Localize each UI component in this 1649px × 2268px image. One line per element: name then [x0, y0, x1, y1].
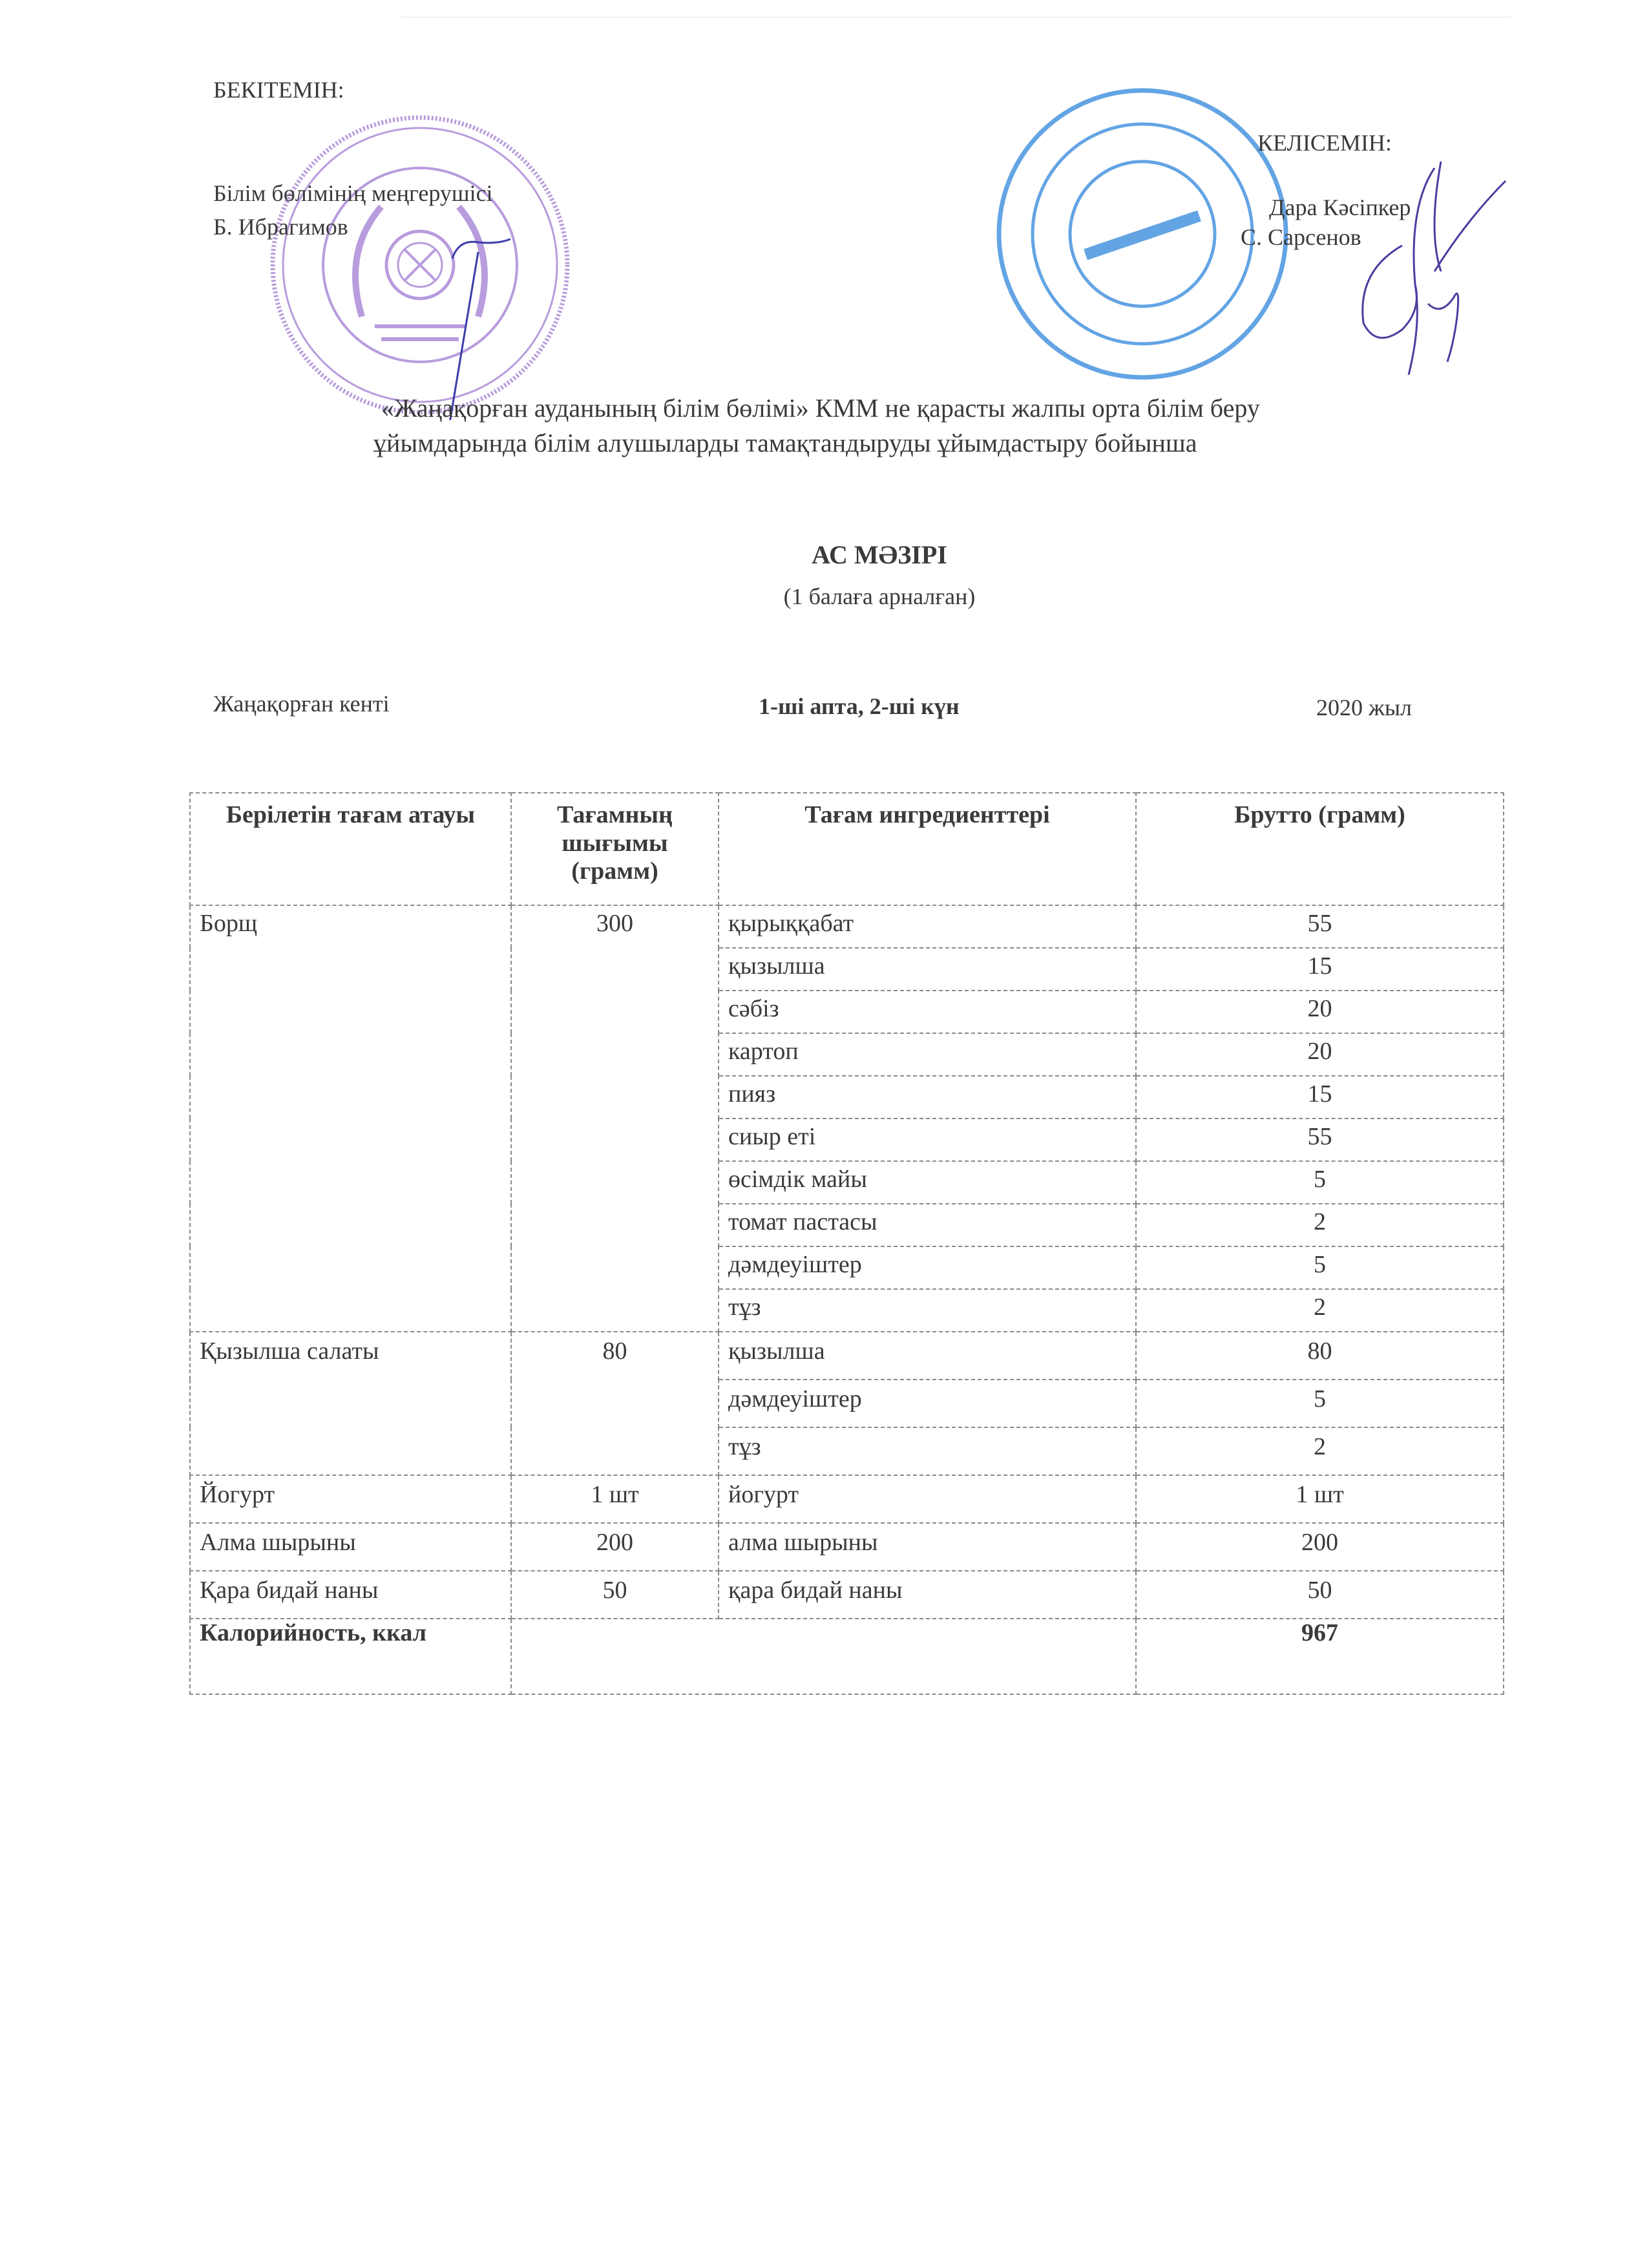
ingredient-name: сәбіз — [719, 991, 1136, 1033]
ingredient-gross: 2 — [1136, 1427, 1504, 1475]
official-seal-left — [265, 110, 575, 420]
dish-yield: 1 шт — [511, 1475, 719, 1523]
ingredient-name: йогурт — [719, 1475, 1136, 1523]
table-row — [190, 1571, 1504, 1619]
table-row — [190, 905, 1504, 948]
ingredient-name: дәмдеуіштер — [719, 1246, 1136, 1289]
table-row — [190, 1332, 1504, 1380]
total-empty-cell — [511, 1619, 1136, 1694]
ingredient-name: алма шырыны — [719, 1523, 1136, 1571]
approval-left-position: Білім бөлімінің меңгерушісі — [213, 180, 493, 206]
menu-table — [189, 792, 1504, 1695]
approval-right-heading: КЕЛІСЕМІН: — [1257, 130, 1392, 156]
ingredient-gross: 2 — [1136, 1204, 1504, 1246]
table-row — [190, 1475, 1504, 1523]
approval-right-name: С. Сарсенов — [1241, 224, 1361, 250]
ingredient-name: қызылша — [719, 1332, 1136, 1380]
intro-line-2: ұйымдарында білім алушыларды тамақтандыруды ұйымдастыру бойынша — [373, 428, 1197, 457]
ingredient-name: томат пастасы — [719, 1204, 1136, 1246]
document-title: АС МӘЗІРІ — [812, 540, 947, 569]
ingredient-name: сиыр еті — [719, 1118, 1136, 1161]
ingredient-gross: 80 — [1136, 1332, 1504, 1380]
dish-yield: 300 — [511, 905, 719, 1332]
header-dish-name: Берілетін тағам атауы — [190, 793, 511, 905]
ingredient-gross: 50 — [1136, 1571, 1504, 1619]
ingredient-gross: 15 — [1136, 1076, 1504, 1118]
ingredient-name: қырыққабат — [719, 905, 1136, 948]
dish-yield: 200 — [511, 1523, 719, 1571]
total-value: 967 — [1136, 1619, 1504, 1694]
week-day: 1-ші апта, 2-ші күн — [759, 693, 960, 719]
approval-left-heading: БЕКІТЕМІН: — [213, 77, 344, 103]
ingredient-name: тұз — [719, 1427, 1136, 1475]
ingredient-name: пияз — [719, 1076, 1136, 1118]
document-subtitle: (1 балаға арналған) — [783, 583, 976, 609]
table-row — [190, 1523, 1504, 1571]
dish-name: Йогурт — [190, 1475, 511, 1523]
header-gross: Брутто (грамм) — [1136, 793, 1504, 905]
approval-right-position: Дара Кәсіпкер — [1269, 194, 1411, 220]
dish-name: Қара бидай наны — [190, 1571, 511, 1619]
dish-yield: 50 — [511, 1571, 719, 1619]
ingredient-name: тұз — [719, 1289, 1136, 1332]
total-label: Калорийность, ккал — [190, 1619, 511, 1694]
ingredient-gross: 55 — [1136, 1118, 1504, 1161]
ingredient-name: қызылша — [719, 948, 1136, 991]
dish-name: Алма шырыны — [190, 1523, 511, 1571]
dish-name: Борщ — [190, 905, 511, 1332]
dish-name: Қызылша салаты — [190, 1332, 511, 1475]
approval-left-name: Б. Ибрагимов — [213, 214, 348, 240]
year: 2020 жыл — [1316, 695, 1413, 720]
ingredient-name: картоп — [719, 1033, 1136, 1076]
signature-right — [1344, 155, 1512, 401]
ingredient-gross: 20 — [1136, 991, 1504, 1033]
intro-line-1: «Жаңақорған ауданының білім бөлімі» КММ не қарасты жалпы орта білім беру — [381, 394, 1260, 423]
ingredient-gross: 1 шт — [1136, 1475, 1504, 1523]
place: Жаңақорған кенті — [213, 691, 390, 717]
ingredient-gross: 20 — [1136, 1033, 1504, 1076]
header-yield: Тағамның шығымы (грамм) — [511, 793, 719, 905]
ingredient-gross: 5 — [1136, 1161, 1504, 1204]
ingredient-gross: 5 — [1136, 1246, 1504, 1289]
ingredient-name: дәмдеуіштер — [719, 1380, 1136, 1427]
ingredient-name: қара бидай наны — [719, 1571, 1136, 1619]
header-ingredients: Тағам ингредиенттері — [719, 793, 1136, 905]
ingredient-name: өсімдік майы — [719, 1161, 1136, 1204]
ingredient-gross: 200 — [1136, 1523, 1504, 1571]
ingredient-gross: 15 — [1136, 948, 1504, 991]
ingredient-gross: 2 — [1136, 1289, 1504, 1332]
ingredient-gross: 5 — [1136, 1380, 1504, 1427]
ingredient-gross: 55 — [1136, 905, 1504, 948]
dish-yield: 80 — [511, 1332, 719, 1475]
total-row — [190, 1619, 1504, 1694]
